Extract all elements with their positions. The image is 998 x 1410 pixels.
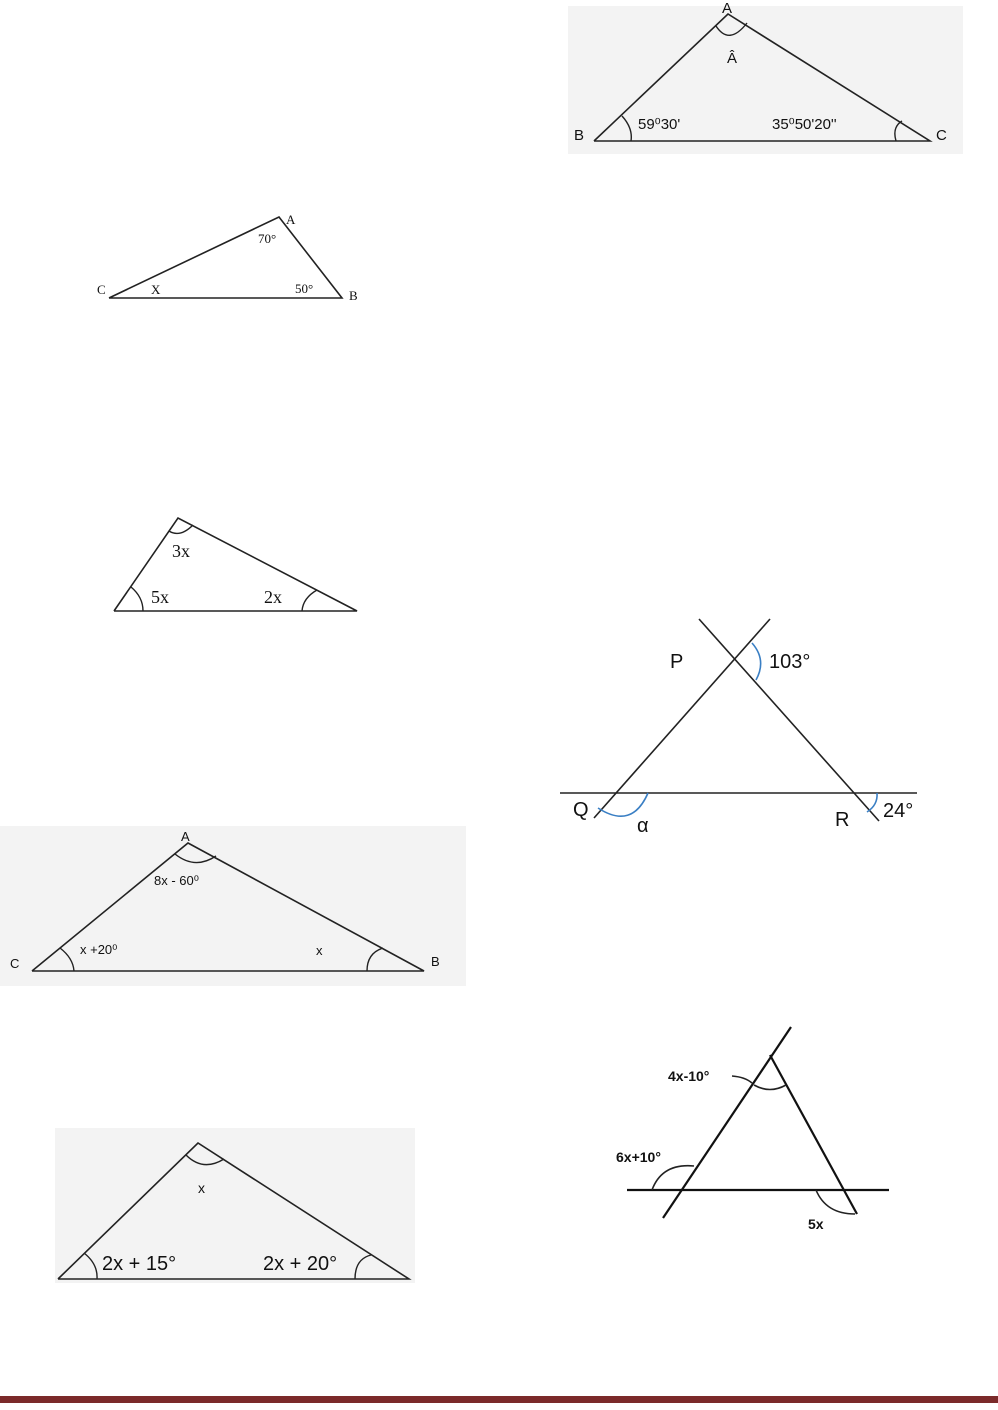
angle-label-top: 3x <box>172 541 190 561</box>
triangle-pqr-exterior-angles <box>560 619 917 837</box>
line-pr <box>699 619 879 821</box>
angle-arc-top <box>754 1085 786 1090</box>
vertex-label-c: C <box>10 956 20 971</box>
angle-label-q: α <box>637 815 649 837</box>
angle-label-c: x +20⁰ <box>80 942 118 957</box>
vertex-label-a: A <box>181 829 190 844</box>
angle-label-c: X <box>151 282 161 297</box>
angle-label-a: 8x - 60⁰ <box>154 873 199 888</box>
angle-label-top: x <box>198 1180 205 1196</box>
vertex-label-a: A <box>286 212 296 227</box>
angle-arc-right <box>302 590 317 611</box>
angle-label-left: 2x + 15° <box>102 1253 177 1275</box>
vertex-label-c: C <box>97 282 106 297</box>
vertex-label-q: Q <box>573 799 589 821</box>
angle-label-top: 4x-10° <box>668 1068 710 1084</box>
angle-label-b: x <box>316 943 323 958</box>
triangle-abc-degrees-minutes <box>568 0 963 154</box>
angle-label-b: 59⁰30' <box>638 116 681 133</box>
scan-background <box>568 6 963 154</box>
scan-background <box>0 826 466 986</box>
vertex-label-b: B <box>349 288 358 303</box>
angle-label-right: 2x + 20° <box>263 1253 338 1275</box>
angle-label-a: Â <box>727 50 738 67</box>
angle-arc-left <box>131 587 143 611</box>
triangle-cab-70-50 <box>97 212 358 303</box>
angle-label-left: 6x+10° <box>616 1149 661 1165</box>
vertex-label-r: R <box>835 809 850 831</box>
vertex-label-b: B <box>574 127 585 144</box>
vertex-label-b: B <box>431 954 440 969</box>
line-qp <box>594 619 770 818</box>
angle-arc-left <box>652 1166 694 1190</box>
triangle-3x-5x-2x <box>114 518 357 611</box>
vertex-label-c: C <box>936 127 947 144</box>
footer-rule <box>0 1396 998 1403</box>
triangle-x-2x15-2x20 <box>55 1128 415 1283</box>
angle-label-a: 70° <box>258 231 277 246</box>
vertex-label-a: A <box>722 0 733 17</box>
leader-top <box>732 1076 752 1083</box>
angle-arc-right <box>816 1190 855 1214</box>
angle-label-b: 50° <box>295 281 314 296</box>
vertex-label-p: P <box>670 651 684 673</box>
angle-label-right: 5x <box>808 1216 824 1232</box>
angle-arc-p <box>752 643 761 680</box>
angle-label-c: 35⁰50'20'' <box>772 116 837 133</box>
triangle-extended-algebraic <box>616 1027 889 1232</box>
angle-label-p: 103° <box>769 651 811 673</box>
angle-label-r: 24° <box>883 800 914 822</box>
angle-label-left: 5x <box>151 587 169 607</box>
angle-label-right: 2x <box>264 587 282 607</box>
triangle-acb-algebraic <box>0 826 466 986</box>
